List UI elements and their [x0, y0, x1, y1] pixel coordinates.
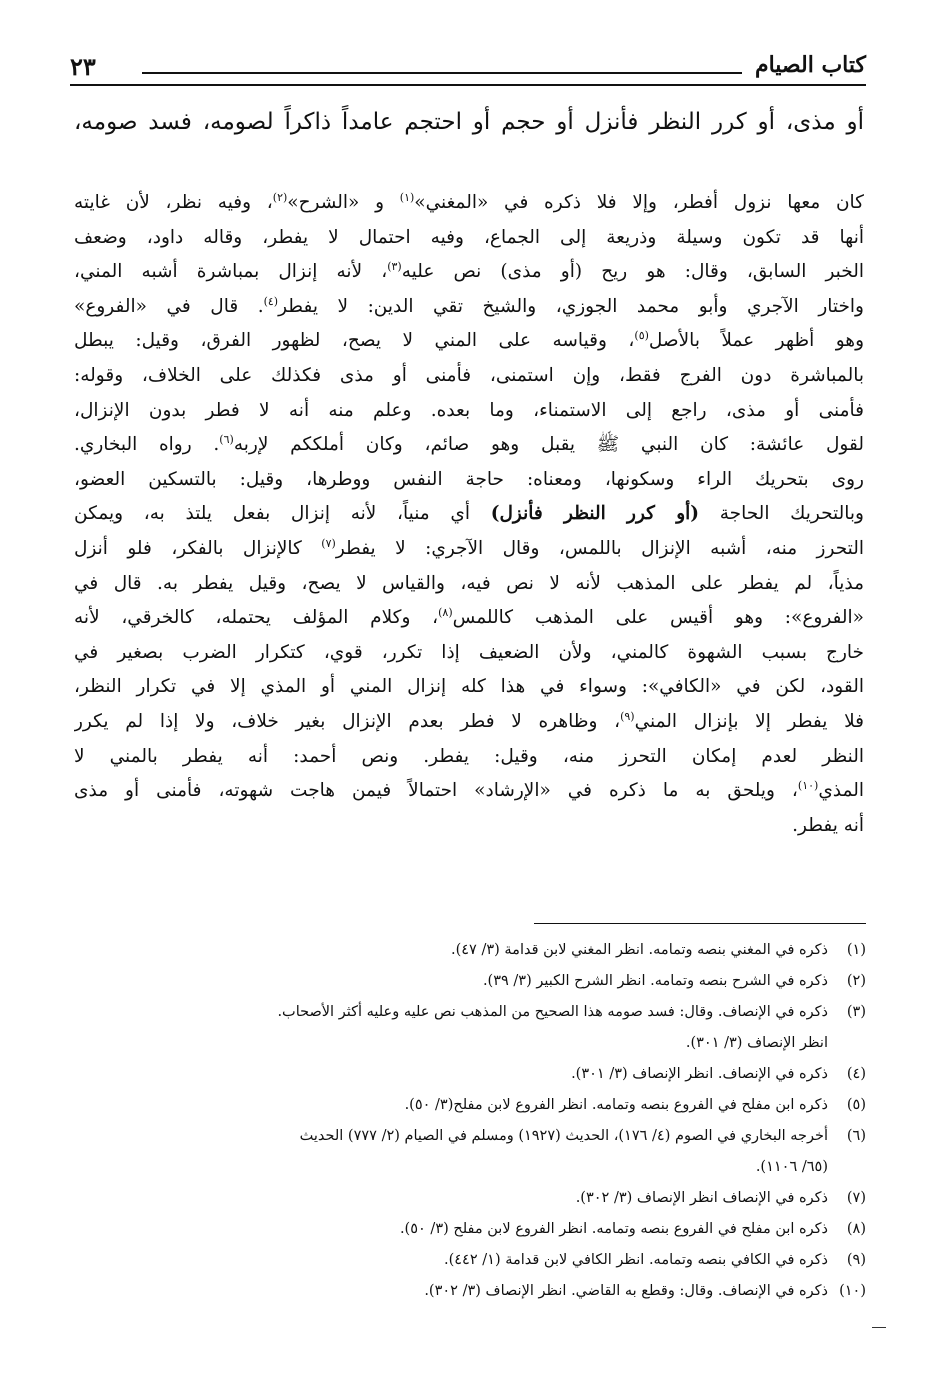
commentary-line: المذي$^{(١٠)}$، ويلحق به ما ذكره في «الإرشاد» احتمالاً فيمن هاجت شهوته، فأمنى أو مذى — [74, 778, 864, 802]
commentary-line: لقول عائشة: كان النبي ﷺ يقبل وهو صائم، وكان أملككم لإربه$^{(٦)}$. رواه البخاري. — [74, 433, 864, 456]
footnotes — [74, 935, 866, 1307]
commentary-line: «الفروع»: وهو أقيس على المذهب كاللمس$^{(٨)}$، وكلام المؤلف يحتمله، كالخرقي، لأنه — [74, 605, 864, 629]
footnote-separator — [534, 923, 866, 924]
page-number: ٢٣ — [70, 52, 96, 81]
footnote-number: (٨) — [846, 1221, 866, 1237]
footnote-number: (٦) — [846, 1128, 866, 1144]
footnote-number: (٣) — [846, 1004, 866, 1020]
commentary-line: أنها قد تكون وسيلة وذريعة إلى الجماع، وفيه احتمال لا يفطر، وقاله داود، وضعف — [74, 226, 864, 248]
footnote-text: ذكره ابن مفلح في الفروع بنصه وتمامه. انظر الفروع لابن مفلح(٣/ ٥٠). — [404, 1097, 828, 1113]
footnote-ref[interactable]: (٦) — [219, 433, 234, 446]
footnote-ref[interactable]: (٤) — [263, 294, 279, 308]
footnote-item — [74, 1214, 866, 1245]
matn-text: أو مذى، أو كرر النظر فأنزل أو حجم أو احتجم عامداً ذاكراً لصومه، فسد صومه، — [74, 109, 864, 135]
commentary-line: مذياً، لم يفطر على المذهب لأنه لا نص فيه، والقياس لا يصح، وقيل يفطر به. قال في — [74, 572, 864, 594]
footnote-text: ذكره في الكافي بنصه وتمامه. انظر الكافي لابن قدامة (١/ ٤٤٢). — [443, 1252, 828, 1268]
footnote-text: ذكره في المغني بنصه وتمامه. انظر المغني لابن قدامة (٣/ ٤٧). — [450, 942, 828, 958]
footnote-number: (٧) — [846, 1190, 866, 1206]
matn-quote: (أو كرر النظر فأنزل) — [490, 503, 700, 525]
commentary-line: روى بتحريك الراء وسكونها، ومعناه: حاجة النفس ووطرها، وقيل: بالتسكين العضو، — [74, 468, 864, 490]
footnote-ref[interactable]: (٥) — [634, 329, 649, 343]
commentary-line: التحرز منه، أشبه الإنزال باللمس، وقال الآجري: لا يفطر$^{(٧)}$ كالإنزال بالفكر، فلو أنزل — [74, 536, 864, 559]
footnote-text-continued: (٦٥/ ١١٠٦). — [755, 1159, 828, 1175]
footnote-text: ذكره في الإنصاف. وقال: وقطع به القاضي. انظر الإنصاف (٣/ ٣٠٢). — [424, 1283, 828, 1299]
commentary-line: النظر لعدم إمكان التحرز منه، وقيل: يفطر. ونص أحمد: أنه يفطر بالمني لا — [74, 745, 864, 767]
commentary-line: واختار الآجري وأبو محمد الجوزي، والشيخ تقي الدين: لا يفطر$^{(٤)}$. قال في «الفروع» — [74, 294, 864, 317]
commentary-line: وهو أظهر عملاً بالأصل$^{(٥)}$، وقياسه على المني لا يصح، لظهور الفرق، وقيل: يبطل — [74, 329, 864, 352]
footnote-number: (١٠) — [839, 1283, 866, 1299]
footnote-number: (٤) — [846, 1066, 866, 1082]
commentary-line: القود، لكن في «الكافي»: وسواء في هذا كله إنزال المني أو المذي إلا في تكرار النظر، — [74, 676, 864, 698]
commentary-line: خارج بسبب الشهوة كالمني، ولأن الضعيف إذا تكرر، قوي، كتكرار الضرب بصغير في — [74, 641, 864, 663]
footnote-text: ذكره في الإنصاف. انظر الإنصاف (٣/ ٣٠١). — [571, 1066, 828, 1082]
footnote-number: (٥) — [846, 1097, 866, 1113]
footnote-ref[interactable]: (٩) — [620, 709, 635, 723]
commentary-line: فأمنى أو مذى، راجع إلى الاستمناء، وما بعده. وعلم منه أنه لا فطر بدون الإنزال، — [74, 399, 864, 421]
footnote-item — [74, 997, 866, 1059]
footnote-ref[interactable]: (٧) — [321, 536, 336, 550]
commentary-line: فلا يفطر إلا بإنزال المني$^{(٩)}$، وظاهره لا فطر بعدم الإنزال بغير خلاف، ولا إذا لم يكرر — [74, 709, 864, 732]
footnote-text: ذكره في الشرح بنصه وتمامه. انظر الشرح الكبير (٣/ ٣٩). — [482, 973, 828, 989]
commentary-line: كان معها نزول أفطر، وإلا فلا ذكره في «المغني»$^{(١)}$ و «الشرح»$^{(٢)}$، وفيه نظر، لأن غايته — [74, 190, 864, 213]
commentary-line: الخبر السابق، وقال: هو ريح (أو مذى) نص عليه$^{(٣)}$، لأنه إنزال بمباشرة أشبه المني، — [74, 260, 864, 283]
footnote-text-continued: انظر الإنصاف (٣/ ٣٠١). — [685, 1035, 828, 1051]
footnote-item — [74, 1183, 866, 1214]
footnote-item — [74, 1059, 866, 1090]
footnote-ref[interactable]: (١) — [399, 190, 415, 204]
footnote-item — [74, 1121, 866, 1183]
footnote-ref[interactable]: (٣) — [387, 260, 402, 274]
footnote-item — [74, 1090, 866, 1121]
running-header — [70, 52, 866, 86]
book-title: كتاب الصيام — [754, 52, 866, 78]
footnote-number: (٩) — [846, 1252, 866, 1268]
footnote-text: ذكره في الإنصاف. وقال: فسد صومه هذا الصحيح من المذهب نص عليه وعليه أكثر الأصحاب. — [277, 1004, 828, 1020]
header-rule-bottom — [70, 84, 866, 86]
commentary-body — [74, 186, 864, 843]
footnote-number: (١) — [846, 942, 866, 958]
commentary-line: أنه يفطر. — [792, 814, 864, 836]
footnote-ref[interactable]: (٨) — [438, 605, 453, 619]
footnote-text: ذكره في الإنصاف انظر الإنصاف (٣/ ٣٠٢). — [575, 1190, 828, 1206]
header-rule-top — [142, 72, 742, 74]
footnote-item — [74, 1276, 866, 1307]
footnote-ref[interactable]: (١٠) — [797, 778, 819, 792]
footnote-item — [74, 966, 866, 997]
footnote-text: ذكره ابن مفلح في الفروع بنصه وتمامه. انظر الفروع لابن مفلح (٣/ ٥٠). — [399, 1221, 828, 1237]
page-corner-mark — [872, 1327, 886, 1328]
footnote-item — [74, 1245, 866, 1276]
commentary-line: وبالتحريك الحاجة (أو كرر النظر فأنزل) أي منياً، لأنه إنزال بفعل يلتذ به، ويمكن — [74, 503, 864, 525]
footnote-text: أخرجه البخاري في الصوم (٤/ ١٧٦)، الحديث (١٩٢٧) ومسلم في الصيام (٢/ ٧٧٧) الحديث — [299, 1128, 828, 1144]
footnote-item — [74, 935, 866, 966]
commentary-line: بالمباشرة دون الفرج فقط، وإن استمنى، فأمنى أو مذى فكذلك على الخلاف، وقوله: — [74, 364, 864, 386]
footnote-number: (٢) — [846, 973, 866, 989]
footnote-ref[interactable]: (٢) — [272, 190, 288, 204]
